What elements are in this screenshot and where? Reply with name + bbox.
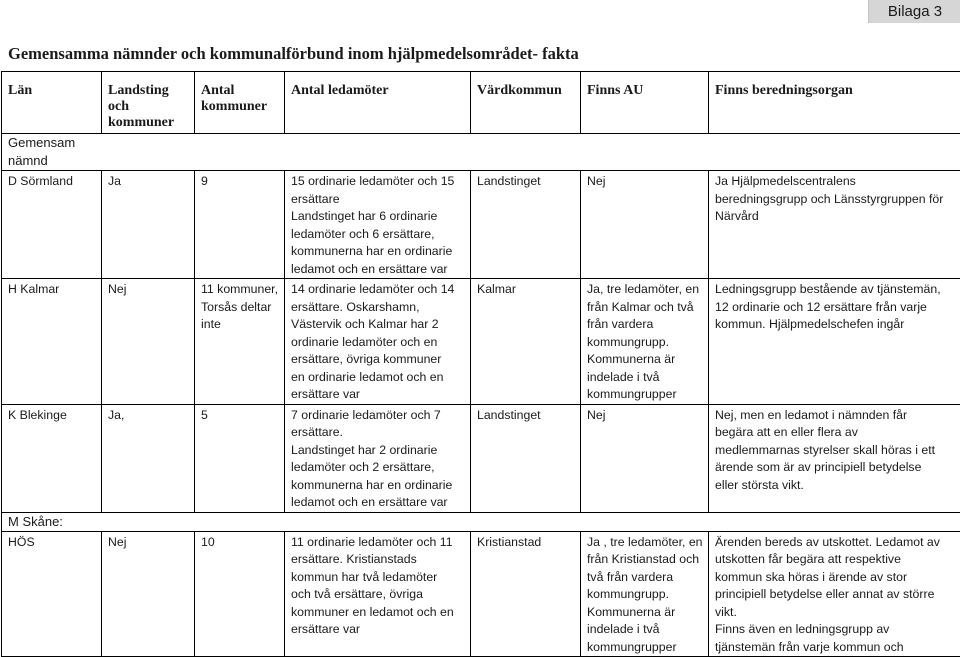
cell-au [581,171,709,279]
cell-vardkommun: Kristianstad [471,531,581,657]
section-row-skane [2,512,960,531]
cell-line: 11 ordinarie ledamöter och 11 [291,534,466,552]
cell-line: Landstinget har 2 ordinarie [291,442,466,460]
cell-antal [195,531,285,657]
cell-beredning [709,404,960,512]
cell-ledamoter [285,279,471,405]
cell-line: ärende som är av principiell betydelse [715,459,956,477]
cell-ledamoter [285,171,471,279]
cell-ledamoter [285,404,471,512]
table-row [2,279,960,405]
cell-line: och två ersättare, övriga [291,586,466,604]
cell-line: ledamot och en ersättare var [291,261,466,279]
cell-antal [195,171,285,279]
cell-line: ersättare. [291,424,466,442]
cell-line: från Kristianstad och [587,551,704,569]
cell-landsting: Nej [102,531,195,657]
cell-line: inte [201,316,280,334]
cell-line: 11 kommuner, [201,281,280,299]
cell-line: kommungrupp. [587,334,704,352]
cell-line: utskotten får begära att respektive [715,551,956,569]
cell-line: 5 [201,407,280,425]
section-label: nämnd [8,152,956,170]
cell-line: medlemmarnas styrelser skall höras i ett [715,442,956,460]
cell-landsting: Ja [102,171,195,279]
cell-ledamoter [285,531,471,657]
cell-line: tjänstemän från varje kommun och [715,639,956,657]
cell-beredning [709,171,960,279]
cell-line: två från vardera [587,569,704,587]
cell-line: ersättare, övriga kommuner [291,351,466,369]
cell-line: kommuner en ledamot och en [291,604,466,622]
cell-au [581,404,709,512]
cell-line: Kommunerna är [587,351,704,369]
appendix-tag: Bilaga 3 [868,0,960,23]
cell-line: 14 ordinarie ledamöter och 14 [291,281,466,299]
cell-au [581,279,709,405]
cell-lan: HÖS [2,531,102,657]
cell-line: kommungrupp. [587,586,704,604]
cell-line: principiell betydelse eller annat av större [715,586,956,604]
cell-au [581,531,709,657]
cell-line: eller största vikt. [715,477,956,495]
cell-lan: D Sörmland [2,171,102,279]
cell-line: ledamöter och 2 ersättare, [291,459,466,477]
col-header-beredningsorgan: Finns beredningsorgan [709,72,960,134]
cell-line: vikt. [715,604,956,622]
cell-line: Närvård [715,208,956,226]
cell-line: kommun ska höras i ärende av stor [715,569,956,587]
section-label: Gemensam [8,134,956,152]
col-header-finns-au: Finns AU [581,72,709,134]
cell-vardkommun: Landstinget [471,404,581,512]
cell-line: ersättare. Kristianstads [291,551,466,569]
cell-line: 10 [201,534,280,552]
cell-line: ersättare var [291,621,466,639]
cell-line: Nej [587,407,704,425]
cell-beredning [709,279,960,405]
cell-line: en ordinarie ledamot och en [291,369,466,387]
table-row [2,531,960,657]
cell-line: ersättare var [291,386,466,404]
cell-line: ordinarie ledamöter och en [291,334,466,352]
cell-line: från vardera [587,316,704,334]
cell-line: indelade i två [587,621,704,639]
cell-line: Torsås deltar [201,299,280,317]
table-row [2,404,960,512]
document-title: Gemensamma nämnder och kommunalförbund inom hjälpmedelsområdet- fakta [8,44,579,64]
cell-line: kommun. Hjälpmedelschefen ingår [715,316,956,334]
cell-line: Finns även en ledningsgrupp av [715,621,956,639]
cell-lan: K Blekinge [2,404,102,512]
cell-vardkommun: Kalmar [471,279,581,405]
col-header-lan: Län [2,72,102,134]
cell-line: ersättare. Oskarshamn, [291,299,466,317]
section-row-gemensam [2,134,960,171]
cell-line: kommungrupper [587,639,704,657]
cell-line: Ärenden bereds av utskottet. Ledamot av [715,534,956,552]
cell-line: Ja Hjälpmedelscentralens [715,173,956,191]
cell-line: från Kalmar och två [587,299,704,317]
table-header-row [2,72,960,134]
col-header-vardkommun: Värdkommun [471,72,581,134]
cell-line: kommungrupper [587,386,704,404]
cell-line: ersättare [291,191,466,209]
cell-beredning [709,531,960,657]
cell-line: Nej [587,173,704,191]
cell-line: Västervik och Kalmar har 2 [291,316,466,334]
cell-line: beredningsgrupp och Länsstyrgruppen för [715,191,956,209]
cell-lan: H Kalmar [2,279,102,405]
cell-vardkommun: Landstinget [471,171,581,279]
cell-line: Ledningsgrupp bestående av tjänstemän, [715,281,956,299]
cell-line: Nej, men en ledamot i nämnden får [715,407,956,425]
cell-line: Ja, tre ledamöter, en [587,281,704,299]
cell-landsting: Ja, [102,404,195,512]
cell-line: kommunerna har en ordinarie [291,243,466,261]
cell-line: 12 ordinarie och 12 ersättare från varje [715,299,956,317]
cell-line: Ja , tre ledamöter, en [587,534,704,552]
cell-line: begära att en eller flera av [715,424,956,442]
cell-line: Kommunerna är [587,604,704,622]
cell-antal [195,279,285,405]
cell-line: 9 [201,173,280,191]
cell-line: indelade i två [587,369,704,387]
facts-table [1,71,960,657]
cell-landsting: Nej [102,279,195,405]
cell-line: ledamot och en ersättare var [291,494,466,512]
section-label: M Skåne: [2,512,960,531]
cell-line: kommunerna har en ordinarie [291,477,466,495]
cell-antal [195,404,285,512]
col-header-antal-kommuner: Antal kommuner [195,72,285,134]
cell-line: ledamöter och 6 ersättare, [291,226,466,244]
cell-line: Landstinget har 6 ordinarie [291,208,466,226]
col-header-antal-ledamoter: Antal ledamöter [285,72,471,134]
col-header-landsting: Landsting och kommuner [102,72,195,134]
cell-line: 15 ordinarie ledamöter och 15 [291,173,466,191]
table-row [2,171,960,279]
cell-line: kommun har två ledamöter [291,569,466,587]
cell-line: 7 ordinarie ledamöter och 7 [291,407,466,425]
